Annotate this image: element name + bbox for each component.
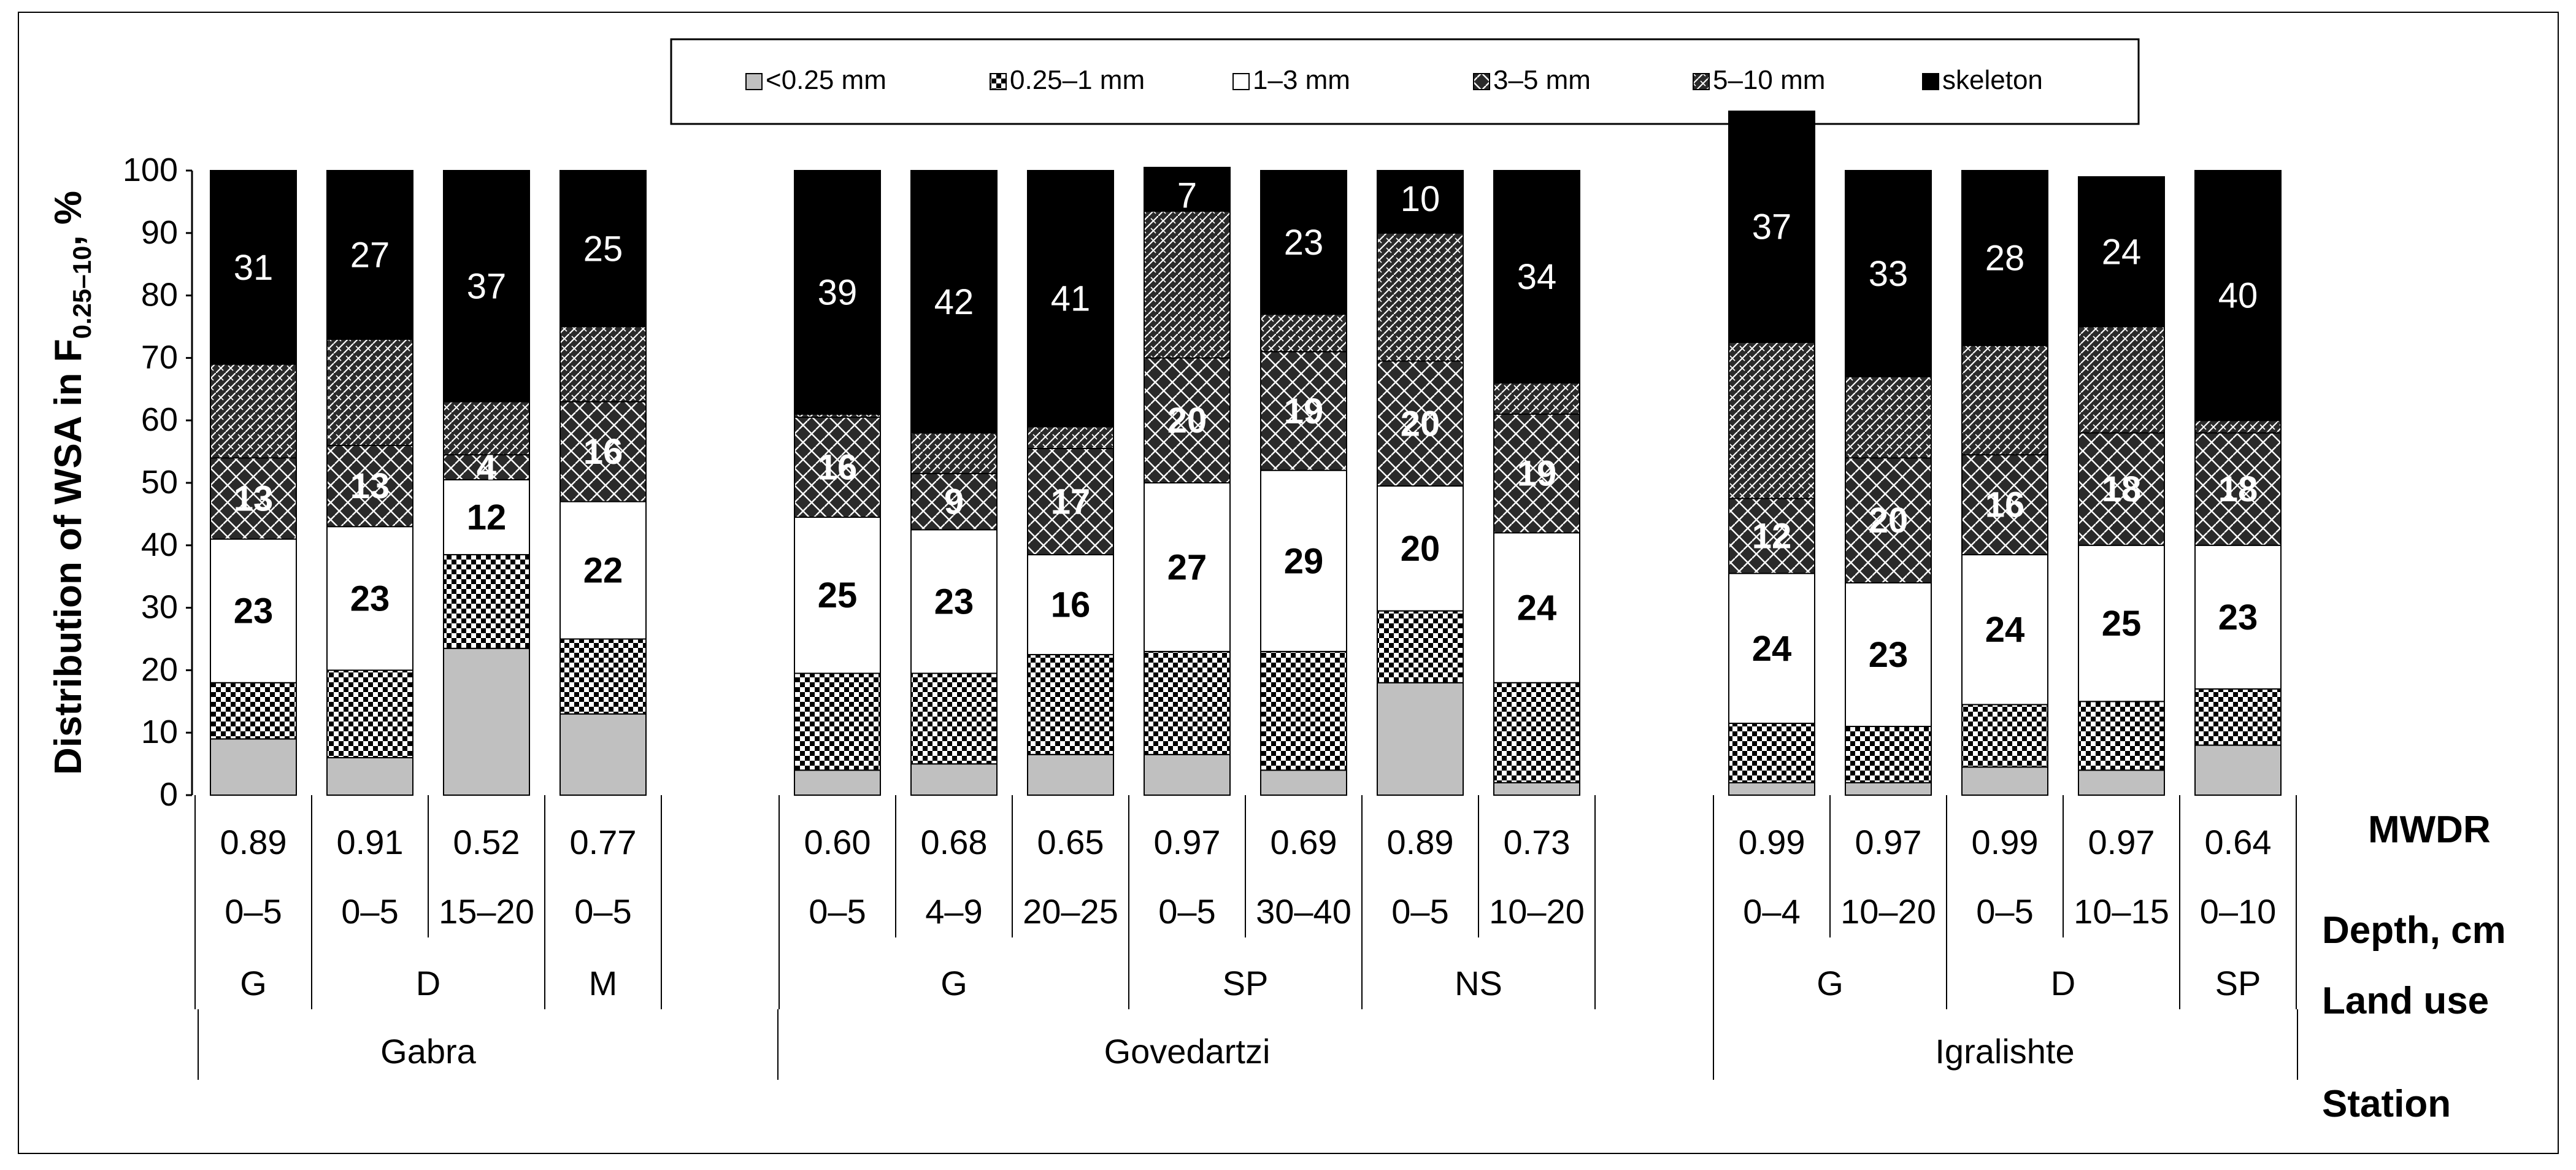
row-title-mwdr: MWDR (2368, 809, 2491, 851)
data-label-3-5-mm: 20 (1167, 401, 1207, 441)
data-label-1-3-mm: 23 (1868, 634, 1909, 675)
data-label-skeleton: 39 (817, 272, 858, 313)
legend-swatch-1-3-mm (1233, 74, 1249, 90)
data-label-3-5-mm: 19 (1283, 391, 1324, 431)
data-label-skeleton: 37 (1751, 207, 1792, 247)
y-tick-label: 60 (140, 401, 178, 439)
bar-segment-0-25-mm (1377, 683, 1463, 795)
mwdr-value: 0.77 (569, 823, 637, 861)
data-label-3-5-mm: 20 (1400, 404, 1440, 444)
legend-label-1-3-mm: 1–3 mm (1253, 65, 1350, 95)
legend-swatch-skeleton (1923, 74, 1939, 90)
data-label-skeleton: 40 (2218, 275, 2258, 316)
bar-segment-0-25-1-mm (327, 670, 413, 758)
legend-label-0-25-1-mm: 0.25–1 mm (1010, 65, 1145, 95)
depth-value: 30–40 (1256, 892, 1351, 931)
data-label-1-3-mm: 22 (583, 550, 623, 591)
legend-label-skeleton: skeleton (1942, 65, 2043, 95)
depth-value: 0–5 (574, 892, 632, 931)
y-tick-label: 100 (122, 152, 178, 188)
station-label: Igralishte (1935, 1032, 2075, 1071)
mwdr-value: 0.69 (1270, 823, 1337, 861)
y-tick-label: 0 (159, 776, 178, 813)
land-use-label: M (588, 964, 618, 1003)
depth-value: 0–5 (225, 892, 282, 931)
land-use-label: G (940, 964, 967, 1003)
bar-segment-5-10-mm (1144, 211, 1230, 358)
bar-segment-0-25-mm (911, 764, 997, 795)
data-label-skeleton: 28 (1985, 238, 2025, 279)
mwdr-value: 0.97 (1855, 823, 1922, 861)
data-label-1-3-mm: 16 (1050, 585, 1091, 625)
data-label-3-5-mm: 16 (1985, 485, 2025, 525)
legend-box (671, 39, 2139, 124)
depth-value: 0–10 (2199, 892, 2277, 931)
bar-segment-0-25-1-mm (560, 639, 646, 714)
data-label-3-5-mm: 16 (583, 432, 623, 472)
land-use-label: D (2050, 964, 2076, 1003)
mwdr-value: 0.73 (1503, 823, 1571, 861)
mwdr-value: 0.99 (1738, 823, 1805, 861)
data-label-skeleton: 34 (1517, 257, 1557, 298)
bar-segment-5-10-mm (444, 402, 529, 455)
data-label-1-3-mm: 27 (1167, 547, 1207, 588)
bar-segment-0-25-mm (1845, 783, 1931, 795)
bar-segment-0-25-1-mm (1729, 723, 1815, 783)
data-label-3-5-mm: 18 (2218, 469, 2258, 510)
legend-label-0-25-mm: <0.25 mm (766, 65, 886, 95)
legend-swatch-0-25-mm (746, 74, 762, 90)
bar-segment-5-10-mm (1377, 233, 1463, 361)
mwdr-value: 0.68 (920, 823, 988, 861)
depth-value: 10–15 (2074, 892, 2169, 931)
depth-value: 0–5 (809, 892, 866, 931)
bar-segment-0-25-1-mm (1144, 652, 1230, 755)
bar-segment-0-25-1-mm (1845, 726, 1931, 783)
bar-segment-0-25-1-mm (2078, 701, 2164, 770)
bar-segment-0-25-mm (210, 739, 296, 795)
data-label-1-3-mm: 24 (1751, 628, 1792, 669)
y-axis-title: Distribution of WSA in $F_{0.25-10}$, % (47, 191, 96, 775)
depth-value: 10–20 (1840, 892, 1936, 931)
data-label-1-3-mm: 24 (1517, 588, 1557, 628)
bar-segment-0-25-mm (1261, 770, 1347, 795)
data-label-skeleton: 25 (583, 229, 623, 269)
data-label-skeleton: 37 (466, 266, 507, 307)
bar-segment-0-25-mm (2195, 745, 2281, 795)
depth-value: 0–4 (1743, 892, 1801, 931)
bar-segment-0-25-mm (794, 770, 880, 795)
depth-value: 15–20 (439, 892, 534, 931)
y-tick-label: 80 (140, 276, 178, 314)
y-tick-label: 30 (140, 588, 178, 626)
depth-value: 4–9 (925, 892, 983, 931)
data-label-3-5-mm: 20 (1868, 501, 1909, 541)
bar-segment-0-25-mm (444, 649, 529, 795)
legend-label-3-5-mm: 3–5 mm (1493, 65, 1591, 95)
bar-segment-0-25-mm (327, 758, 413, 795)
bar-segment-0-25-1-mm (444, 555, 529, 649)
data-label-3-5-mm: 13 (233, 479, 274, 519)
bar-segment-5-10-mm (2078, 327, 2164, 433)
bar-segment-0-25-1-mm (1377, 611, 1463, 683)
bar-segment-5-10-mm (1261, 314, 1347, 352)
data-label-skeleton: 10 (1400, 179, 1440, 219)
data-label-3-5-mm: 12 (1751, 516, 1792, 556)
bar-segment-0-25-1-mm (911, 673, 997, 764)
data-label-skeleton: 23 (1283, 223, 1324, 263)
bar-segment-5-10-mm (1845, 377, 1931, 458)
data-label-3-5-mm: 16 (817, 447, 858, 488)
mwdr-value: 0.65 (1037, 823, 1104, 861)
data-label-1-3-mm: 24 (1985, 610, 2025, 650)
bar-segment-0-25-mm (1494, 783, 1580, 795)
land-use-label: G (240, 964, 267, 1003)
y-tick-label: 10 (140, 714, 178, 751)
y-tick-label: 20 (140, 651, 178, 688)
bar-segment-5-10-mm (327, 339, 413, 445)
data-label-skeleton: 33 (1868, 253, 1909, 294)
mwdr-value: 0.64 (2204, 823, 2272, 861)
land-use-label: SP (1222, 964, 1269, 1003)
data-label-3-5-mm: 17 (1050, 482, 1091, 522)
depth-value: 0–5 (1391, 892, 1449, 931)
data-label-skeleton: 41 (1050, 279, 1091, 319)
bar-segment-0-25-1-mm (1494, 683, 1580, 783)
mwdr-value: 0.99 (1971, 823, 2039, 861)
land-use-label: NS (1455, 964, 1502, 1003)
bar-segment-5-10-mm (1729, 342, 1815, 499)
land-use-label: G (1817, 964, 1844, 1003)
bar-segment-0-25-mm (560, 714, 646, 795)
data-label-1-3-mm: 23 (934, 582, 974, 622)
depth-value: 0–5 (1976, 892, 2034, 931)
depth-value: 0–5 (1158, 892, 1216, 931)
bar-segment-5-10-mm (210, 364, 296, 458)
data-label-skeleton: 24 (2101, 232, 2142, 272)
bar-segment-5-10-mm (2195, 420, 2281, 433)
data-label-skeleton: 27 (350, 235, 390, 275)
mwdr-value: 0.97 (1153, 823, 1221, 861)
bar-segment-5-10-mm (911, 433, 997, 474)
legend-swatch-3-5-mm (1474, 74, 1490, 90)
y-tick-label: 50 (140, 464, 178, 501)
data-label-skeleton: 7 (1177, 175, 1198, 216)
data-label-1-3-mm: 23 (233, 591, 274, 631)
data-label-skeleton: 42 (934, 282, 974, 322)
row-title-land-use: Land use (2322, 980, 2489, 1022)
land-use-label: SP (2215, 964, 2261, 1003)
data-label-1-3-mm: 25 (2101, 604, 2142, 644)
y-tick-label: 90 (140, 214, 178, 251)
data-label-1-3-mm: 29 (1283, 541, 1324, 582)
data-label-1-3-mm: 23 (350, 579, 390, 619)
mwdr-value: 0.97 (2088, 823, 2155, 861)
bar-segment-0-25-mm (1962, 767, 2048, 795)
data-label-1-3-mm: 12 (466, 497, 507, 537)
legend-swatch-5-10-mm (1693, 74, 1709, 90)
depth-value: 0–5 (341, 892, 399, 931)
bar-segment-0-25-mm (1144, 755, 1230, 795)
mwdr-value: 0.52 (453, 823, 520, 861)
mwdr-value: 0.60 (804, 823, 871, 861)
data-label-3-5-mm: 9 (944, 482, 964, 522)
legend-label-5-10-mm: 5–10 mm (1713, 65, 1826, 95)
bar-segment-0-25-1-mm (1261, 652, 1347, 770)
bar-segment-0-25-1-mm (794, 673, 880, 770)
data-label-3-5-mm: 19 (1517, 453, 1557, 494)
bar-segment-5-10-mm (1962, 345, 2048, 455)
depth-value: 20–25 (1023, 892, 1118, 931)
data-label-1-3-mm: 25 (817, 575, 858, 616)
bar-segment-0-25-1-mm (1962, 704, 2048, 767)
bar-segment-0-25-1-mm (2195, 689, 2281, 745)
bar-segment-0-25-1-mm (1028, 655, 1113, 755)
row-title-depth: Depth, cm (2322, 909, 2506, 952)
bar-segment-5-10-mm (560, 327, 646, 402)
station-label: Govedartzi (1104, 1032, 1271, 1071)
mwdr-value: 0.89 (220, 823, 287, 861)
mwdr-value: 0.89 (1386, 823, 1454, 861)
bar-segment-0-25-mm (1028, 755, 1113, 795)
data-label-3-5-mm: 18 (2101, 469, 2142, 510)
legend (671, 39, 2139, 124)
data-label-3-5-mm: 13 (350, 466, 390, 507)
bar-segment-0-25-mm (1729, 783, 1815, 795)
land-use-label: D (415, 964, 441, 1003)
legend-swatch-0-25-1-mm (990, 74, 1006, 90)
data-label-skeleton: 31 (233, 247, 274, 288)
data-label-1-3-mm: 20 (1400, 528, 1440, 569)
row-title-station: Station (2322, 1083, 2451, 1125)
bar-segment-5-10-mm (1494, 383, 1580, 414)
station-label: Gabra (380, 1032, 476, 1071)
depth-value: 10–20 (1489, 892, 1585, 931)
bar-segment-0-25-1-mm (210, 683, 296, 739)
y-tick-label: 70 (140, 339, 178, 376)
y-tick-label: 40 (140, 526, 178, 563)
bar-segment-0-25-mm (2078, 770, 2164, 795)
data-label-1-3-mm: 23 (2218, 597, 2258, 637)
bar-segment-5-10-mm (1028, 426, 1113, 448)
data-label-3-5-mm: 4 (476, 447, 497, 488)
mwdr-value: 0.91 (336, 823, 404, 861)
